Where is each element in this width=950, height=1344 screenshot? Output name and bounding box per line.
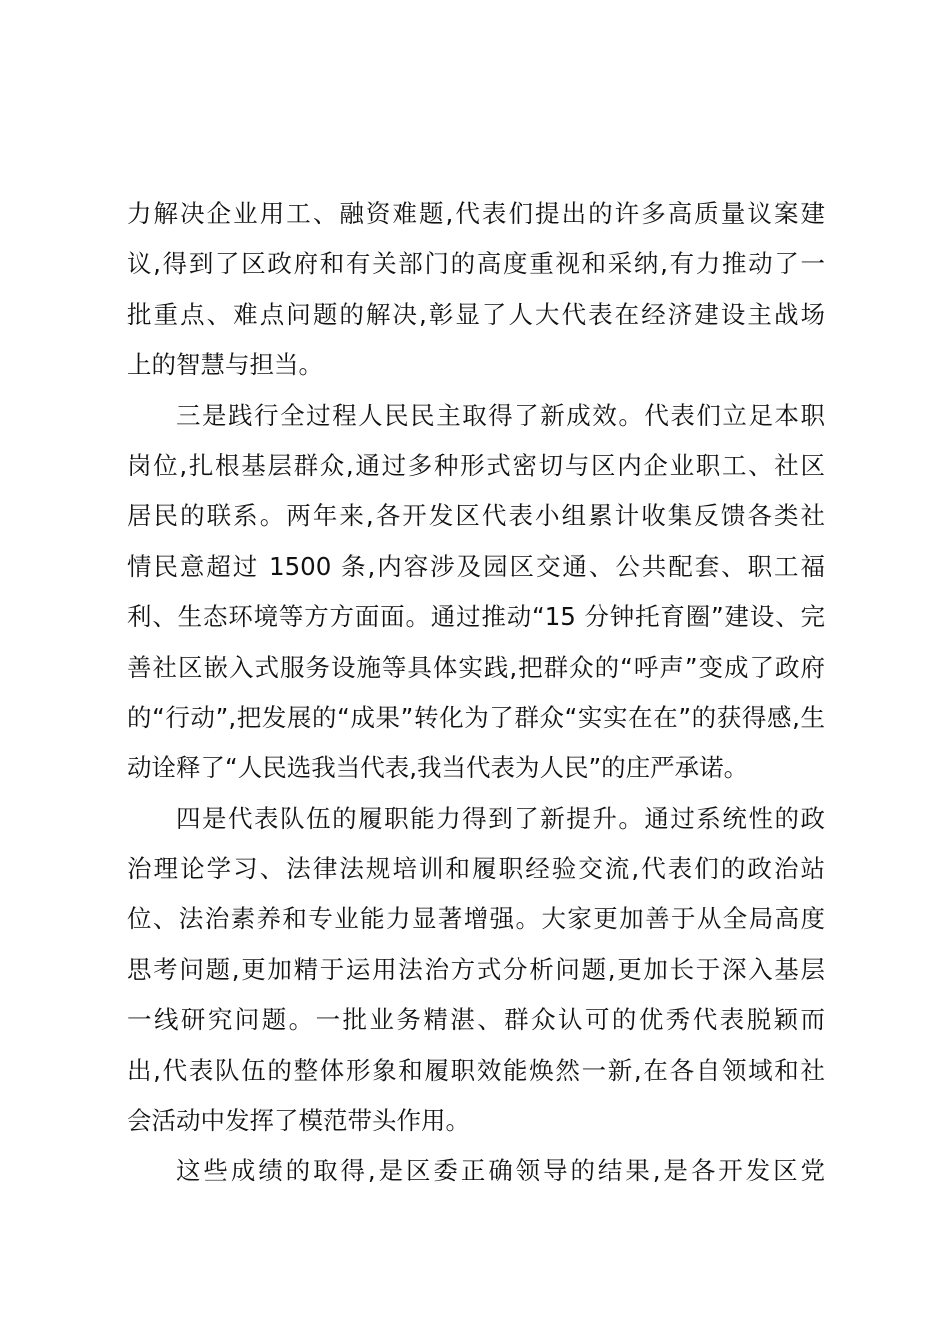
text-line: 位、法治素养和专业能力显著增强。大家更加善于从全局高度 — [127, 904, 825, 934]
text-line: 议,得到了区政府和有关部门的高度重视和采纳,有力推动了一 — [127, 249, 825, 279]
text-line: 善社区嵌入式服务设施等具体实践,把群众的“呼声”变成了政府 — [127, 652, 825, 682]
text-line: 批重点、难点问题的解决,彰显了人大代表在经济建设主战场 — [127, 299, 825, 329]
text-line: 居民的联系。两年来,各开发区代表小组累计收集反馈各类社 — [127, 501, 825, 531]
text-line: 情民意超过 1500 条,内容涉及园区交通、公共配套、职工福 — [127, 551, 825, 581]
text-line: 力解决企业用工、融资难题,代表们提出的许多高质量议案建 — [127, 199, 825, 228]
text-line: 治理论学习、法律法规培训和履职经验交流,代表们的政治站 — [127, 854, 825, 884]
text-line: 会活动中发挥了模范带头作用。 — [127, 1106, 470, 1136]
body-text — [127, 189, 825, 1197]
text-line: 利、生态环境等方方面面。通过推动“15 分钟托育圈”建设、完 — [127, 602, 825, 632]
text-line: 出,代表队伍的整体形象和履职效能焕然一新,在各自领域和社 — [127, 1055, 825, 1085]
paragraph-start-line: 这些成绩的取得,是区委正确领导的结果,是各开发区党 — [176, 1156, 825, 1186]
text-line: 一线研究问题。一批业务精湛、群众认可的优秀代表脱颖而 — [127, 1005, 825, 1035]
text-line: 思考问题,更加精于运用法治方式分析问题,更加长于深入基层 — [127, 954, 825, 984]
text-line: 的“行动”,把发展的“成果”转化为了群众“实实在在”的获得感,生 — [127, 702, 825, 732]
paragraph-start-line: 三是践行全过程人民民主取得了新成效。代表们立足本职 — [176, 400, 825, 430]
text-line: 岗位,扎根基层群众,通过多种形式密切与区内企业职工、社区 — [127, 450, 825, 480]
paragraph-start-line: 四是代表队伍的履职能力得到了新提升。通过系统性的政 — [176, 803, 825, 833]
text-line: 动诠释了“人民选我当代表,我当代表为人民”的庄严承诺。 — [127, 753, 749, 783]
text-line: 上的智慧与担当。 — [127, 350, 323, 380]
